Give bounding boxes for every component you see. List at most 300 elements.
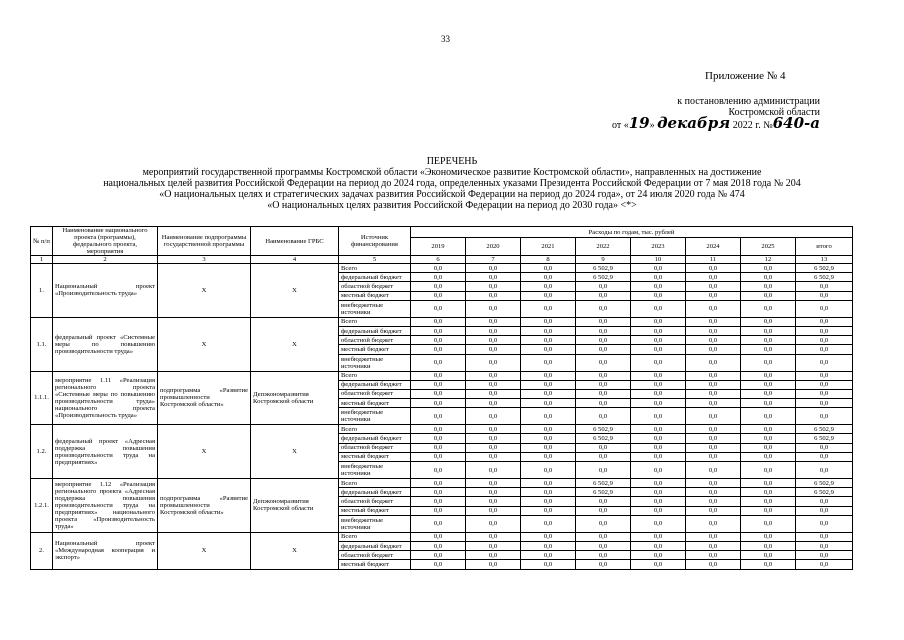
year-value: 0,0 bbox=[741, 560, 796, 569]
header-year: 2020 bbox=[466, 238, 521, 256]
year-value: 0,0 bbox=[576, 300, 631, 317]
year-value: 0,0 bbox=[631, 371, 686, 380]
year-value: 0,0 bbox=[686, 345, 741, 354]
year-value: 0,0 bbox=[631, 515, 686, 532]
year-value: 0,0 bbox=[521, 479, 576, 488]
year-value: 0,0 bbox=[686, 336, 741, 345]
year-value: 0,0 bbox=[411, 354, 466, 371]
header-expenses: Расходы по годам, тыс. рублей bbox=[411, 227, 853, 238]
date-prefix: от « bbox=[611, 120, 629, 131]
year-value: 0,0 bbox=[741, 434, 796, 443]
funding-source: местный бюджет bbox=[339, 345, 411, 354]
year-value: 0,0 bbox=[686, 389, 741, 398]
year-value: 0,0 bbox=[411, 497, 466, 506]
total-value: 0,0 bbox=[796, 541, 853, 550]
funding-source: федеральный бюджет bbox=[339, 488, 411, 497]
year-value: 0,0 bbox=[466, 399, 521, 408]
year-value: 0,0 bbox=[411, 264, 466, 273]
table-row bbox=[31, 264, 853, 273]
year-value: 0,0 bbox=[576, 317, 631, 326]
year-value: 0,0 bbox=[576, 291, 631, 300]
year-value: 0,0 bbox=[741, 389, 796, 398]
year-value: 0,0 bbox=[411, 399, 466, 408]
year-value: 0,0 bbox=[741, 264, 796, 273]
page-number: 33 bbox=[441, 34, 450, 44]
document-title bbox=[60, 156, 844, 211]
year-value: 0,0 bbox=[741, 399, 796, 408]
year-value: 0,0 bbox=[411, 389, 466, 398]
funding-source: местный бюджет bbox=[339, 506, 411, 515]
year-value: 0,0 bbox=[411, 336, 466, 345]
row-number: 2. bbox=[31, 532, 53, 569]
year-value: 0,0 bbox=[741, 300, 796, 317]
funding-source: внебюджетные источники bbox=[339, 408, 411, 425]
year-value: 0,0 bbox=[741, 371, 796, 380]
funding-source: Всего bbox=[339, 264, 411, 273]
year-value: 0,0 bbox=[466, 479, 521, 488]
year-value: 0,0 bbox=[576, 336, 631, 345]
header-year: 2021 bbox=[521, 238, 576, 256]
year-value: 0,0 bbox=[576, 371, 631, 380]
year-value: 0,0 bbox=[521, 380, 576, 389]
funding-source: внебюджетные источники bbox=[339, 462, 411, 479]
total-value: 6 502,9 bbox=[796, 425, 853, 434]
year-value: 0,0 bbox=[521, 462, 576, 479]
year-value: 0,0 bbox=[631, 551, 686, 560]
year-value: 0,0 bbox=[521, 354, 576, 371]
year-value: 0,0 bbox=[631, 506, 686, 515]
year-value: 0,0 bbox=[631, 497, 686, 506]
year-value: 0,0 bbox=[631, 389, 686, 398]
year-value: 0,0 bbox=[466, 497, 521, 506]
year-value: 0,0 bbox=[576, 532, 631, 541]
year-value: 0,0 bbox=[466, 452, 521, 461]
year-value: 0,0 bbox=[466, 291, 521, 300]
total-value: 0,0 bbox=[796, 497, 853, 506]
year-value: 0,0 bbox=[686, 560, 741, 569]
year-value: 0,0 bbox=[741, 282, 796, 291]
year-value: 0,0 bbox=[686, 443, 741, 452]
total-value: 6 502,9 bbox=[796, 264, 853, 273]
year-value: 0,0 bbox=[466, 506, 521, 515]
year-value: 0,0 bbox=[741, 452, 796, 461]
year-value: 0,0 bbox=[686, 497, 741, 506]
year-value: 0,0 bbox=[631, 425, 686, 434]
year-value: 0,0 bbox=[521, 497, 576, 506]
title-heading: ПЕРЕЧЕНЬ bbox=[426, 156, 478, 167]
resolution-line-2: Костромской области bbox=[728, 107, 820, 118]
header-no: № п/п bbox=[31, 227, 53, 256]
year-value: 0,0 bbox=[631, 282, 686, 291]
year-value: 0,0 bbox=[631, 326, 686, 335]
year-value: 0,0 bbox=[411, 560, 466, 569]
year-value: 0,0 bbox=[411, 282, 466, 291]
year-value: 0,0 bbox=[466, 389, 521, 398]
funding-source: Всего bbox=[339, 371, 411, 380]
column-number: 6 bbox=[411, 256, 466, 264]
total-value: 0,0 bbox=[796, 506, 853, 515]
year-value: 0,0 bbox=[576, 345, 631, 354]
column-number: 3 bbox=[158, 256, 251, 264]
year-value: 0,0 bbox=[576, 452, 631, 461]
year-value: 0,0 bbox=[631, 408, 686, 425]
year-value: 0,0 bbox=[411, 532, 466, 541]
year-value: 0,0 bbox=[521, 326, 576, 335]
funding-source: федеральный бюджет bbox=[339, 380, 411, 389]
year-value: 0,0 bbox=[741, 532, 796, 541]
year-value: 0,0 bbox=[631, 273, 686, 282]
year-value: 0,0 bbox=[576, 408, 631, 425]
year-value: 0,0 bbox=[686, 425, 741, 434]
year-value: 0,0 bbox=[411, 380, 466, 389]
column-number: 10 bbox=[631, 256, 686, 264]
year-value: 0,0 bbox=[741, 479, 796, 488]
year-value: 0,0 bbox=[411, 371, 466, 380]
header-year: 2022 bbox=[576, 238, 631, 256]
year-value: 0,0 bbox=[576, 282, 631, 291]
funding-source: областной бюджет bbox=[339, 282, 411, 291]
total-value: 0,0 bbox=[796, 345, 853, 354]
year-value: 0,0 bbox=[741, 497, 796, 506]
funding-source: местный бюджет bbox=[339, 399, 411, 408]
header-year: 2024 bbox=[686, 238, 741, 256]
year-value: 0,0 bbox=[631, 488, 686, 497]
year-value: 0,0 bbox=[411, 488, 466, 497]
column-number: 2 bbox=[53, 256, 158, 264]
year-value: 6 502,9 bbox=[576, 273, 631, 282]
year-value: 0,0 bbox=[521, 273, 576, 282]
year-value: 0,0 bbox=[741, 541, 796, 550]
year-value: 6 502,9 bbox=[576, 479, 631, 488]
year-value: 0,0 bbox=[631, 452, 686, 461]
year-value: 0,0 bbox=[741, 291, 796, 300]
subprogram-name: Х bbox=[158, 532, 251, 569]
subprogram-name: подпрограмма «Развитие промышленности Костромской области» bbox=[158, 371, 251, 425]
year-value: 0,0 bbox=[466, 551, 521, 560]
row-number: 1. bbox=[31, 264, 53, 318]
year-value: 0,0 bbox=[576, 551, 631, 560]
total-value: 0,0 bbox=[796, 317, 853, 326]
year-value: 0,0 bbox=[686, 452, 741, 461]
column-number: 7 bbox=[466, 256, 521, 264]
header-project: Наименование национального проекта (программы), федерального проекта, мероприятия bbox=[53, 227, 158, 256]
year-value: 0,0 bbox=[576, 399, 631, 408]
year-value: 0,0 bbox=[521, 506, 576, 515]
total-value: 0,0 bbox=[796, 408, 853, 425]
year-value: 0,0 bbox=[466, 336, 521, 345]
year-value: 0,0 bbox=[521, 336, 576, 345]
year-value: 0,0 bbox=[686, 317, 741, 326]
year-value: 0,0 bbox=[686, 300, 741, 317]
year-value: 0,0 bbox=[521, 532, 576, 541]
year-value: 0,0 bbox=[686, 264, 741, 273]
total-value: 0,0 bbox=[796, 336, 853, 345]
year-value: 0,0 bbox=[521, 452, 576, 461]
year-value: 0,0 bbox=[466, 300, 521, 317]
project-name: федеральный проект «Системные меры по повышению производительности труда» bbox=[53, 317, 158, 371]
year-value: 0,0 bbox=[466, 408, 521, 425]
project-name: Национальный проект «Международная кооперация и экспорт» bbox=[53, 532, 158, 569]
year-value: 0,0 bbox=[631, 317, 686, 326]
column-number: 1 bbox=[31, 256, 53, 264]
expenses-table bbox=[30, 226, 853, 570]
handwritten-month: декабря bbox=[657, 114, 731, 132]
year-value: 0,0 bbox=[521, 300, 576, 317]
year-value: 0,0 bbox=[466, 326, 521, 335]
year-value: 0,0 bbox=[741, 354, 796, 371]
funding-source: внебюджетные источники bbox=[339, 354, 411, 371]
year-value: 0,0 bbox=[576, 515, 631, 532]
year-value: 0,0 bbox=[411, 443, 466, 452]
year-value: 0,0 bbox=[411, 408, 466, 425]
total-value: 0,0 bbox=[796, 452, 853, 461]
table-row bbox=[31, 479, 853, 488]
project-name: федеральный проект «Адресная поддержка повышения производительности труда на предприятиях» bbox=[53, 425, 158, 479]
total-value: 0,0 bbox=[796, 560, 853, 569]
year-value: 0,0 bbox=[686, 408, 741, 425]
year-value: 0,0 bbox=[741, 326, 796, 335]
funding-source: Всего bbox=[339, 532, 411, 541]
total-value: 0,0 bbox=[796, 551, 853, 560]
header-year: 2025 bbox=[741, 238, 796, 256]
header-year: 2023 bbox=[631, 238, 686, 256]
year-value: 0,0 bbox=[521, 317, 576, 326]
resolution-date-line bbox=[600, 114, 820, 132]
column-number: 12 bbox=[741, 256, 796, 264]
year-value: 0,0 bbox=[686, 273, 741, 282]
year-value: 0,0 bbox=[521, 371, 576, 380]
year-value: 0,0 bbox=[631, 541, 686, 550]
funding-source: областной бюджет bbox=[339, 497, 411, 506]
year-value: 0,0 bbox=[521, 264, 576, 273]
year-value: 0,0 bbox=[631, 560, 686, 569]
total-value: 0,0 bbox=[796, 291, 853, 300]
year-value: 6 502,9 bbox=[576, 488, 631, 497]
year-value: 0,0 bbox=[521, 551, 576, 560]
handwritten-day: 19 bbox=[628, 114, 650, 132]
grbs-name: Депэкономразвития Костромской области bbox=[251, 479, 339, 533]
year-value: 0,0 bbox=[466, 264, 521, 273]
year-value: 0,0 bbox=[576, 326, 631, 335]
year-value: 0,0 bbox=[466, 354, 521, 371]
year-value: 0,0 bbox=[576, 560, 631, 569]
year-value: 0,0 bbox=[631, 291, 686, 300]
subprogram-name: Х bbox=[158, 264, 251, 318]
appendix-label: Приложение № 4 bbox=[705, 70, 786, 82]
total-value: 0,0 bbox=[796, 300, 853, 317]
funding-source: федеральный бюджет bbox=[339, 434, 411, 443]
year-value: 0,0 bbox=[411, 506, 466, 515]
year-value: 0,0 bbox=[466, 273, 521, 282]
title-line-2: национальных целей развития Российской Федерации на период до 2024 года, определенных указами Президента Российской Федерации от 7 мая 2018 года № 204 bbox=[103, 178, 801, 189]
year-value: 0,0 bbox=[521, 282, 576, 291]
funding-source: Всего bbox=[339, 317, 411, 326]
year-value: 0,0 bbox=[631, 264, 686, 273]
grbs-name: Х bbox=[251, 532, 339, 569]
year-value: 0,0 bbox=[411, 479, 466, 488]
year-value: 0,0 bbox=[466, 532, 521, 541]
year-value: 0,0 bbox=[411, 551, 466, 560]
row-number: 1.2. bbox=[31, 425, 53, 479]
year-value: 0,0 bbox=[686, 541, 741, 550]
year-value: 0,0 bbox=[521, 560, 576, 569]
year-value: 0,0 bbox=[521, 408, 576, 425]
row-number: 1.1. bbox=[31, 317, 53, 371]
year-value: 0,0 bbox=[576, 389, 631, 398]
header-total: итого bbox=[796, 238, 853, 256]
year-value: 0,0 bbox=[686, 506, 741, 515]
subprogram-name: Х bbox=[158, 317, 251, 371]
total-value: 6 502,9 bbox=[796, 434, 853, 443]
year-value: 0,0 bbox=[411, 541, 466, 550]
total-value: 0,0 bbox=[796, 354, 853, 371]
year-value: 0,0 bbox=[411, 345, 466, 354]
year-value: 0,0 bbox=[741, 443, 796, 452]
year-value: 0,0 bbox=[741, 551, 796, 560]
year-value: 0,0 bbox=[631, 345, 686, 354]
funding-source: областной бюджет bbox=[339, 443, 411, 452]
date-mid-2: 2022 г. № bbox=[730, 120, 773, 131]
total-value: 0,0 bbox=[796, 371, 853, 380]
column-number: 5 bbox=[339, 256, 411, 264]
header-source: Источник финансирования bbox=[339, 227, 411, 256]
year-value: 0,0 bbox=[466, 434, 521, 443]
year-value: 6 502,9 bbox=[576, 434, 631, 443]
funding-source: внебюджетные источники bbox=[339, 300, 411, 317]
year-value: 0,0 bbox=[741, 488, 796, 497]
year-value: 0,0 bbox=[741, 273, 796, 282]
year-value: 0,0 bbox=[686, 354, 741, 371]
year-value: 0,0 bbox=[466, 425, 521, 434]
year-value: 0,0 bbox=[466, 515, 521, 532]
year-value: 0,0 bbox=[741, 506, 796, 515]
year-value: 0,0 bbox=[521, 515, 576, 532]
total-value: 0,0 bbox=[796, 380, 853, 389]
total-value: 6 502,9 bbox=[796, 273, 853, 282]
funding-source: федеральный бюджет bbox=[339, 541, 411, 550]
project-name: Национальный проект «Производительность труда» bbox=[53, 264, 158, 318]
total-value: 6 502,9 bbox=[796, 479, 853, 488]
year-value: 0,0 bbox=[631, 300, 686, 317]
year-value: 0,0 bbox=[576, 462, 631, 479]
year-value: 0,0 bbox=[521, 434, 576, 443]
year-value: 0,0 bbox=[521, 399, 576, 408]
grbs-name: Депэкономразвития Костромской области bbox=[251, 371, 339, 425]
year-value: 0,0 bbox=[411, 300, 466, 317]
year-value: 0,0 bbox=[686, 399, 741, 408]
year-value: 0,0 bbox=[411, 452, 466, 461]
year-value: 0,0 bbox=[521, 541, 576, 550]
year-value: 0,0 bbox=[686, 551, 741, 560]
row-number: 1.1.1. bbox=[31, 371, 53, 425]
funding-source: федеральный бюджет bbox=[339, 273, 411, 282]
year-value: 0,0 bbox=[741, 425, 796, 434]
year-value: 0,0 bbox=[631, 399, 686, 408]
funding-source: Всего bbox=[339, 479, 411, 488]
year-value: 0,0 bbox=[631, 443, 686, 452]
grbs-name: Х bbox=[251, 317, 339, 371]
resolution-reference bbox=[600, 96, 820, 131]
funding-source: местный бюджет bbox=[339, 291, 411, 300]
total-value: 0,0 bbox=[796, 282, 853, 291]
row-number: 1.2.1. bbox=[31, 479, 53, 533]
year-value: 0,0 bbox=[411, 462, 466, 479]
column-number: 13 bbox=[796, 256, 853, 264]
year-value: 0,0 bbox=[466, 317, 521, 326]
year-value: 0,0 bbox=[411, 515, 466, 532]
year-value: 0,0 bbox=[466, 488, 521, 497]
year-value: 0,0 bbox=[686, 282, 741, 291]
table-row bbox=[31, 317, 853, 326]
funding-source: областной бюджет bbox=[339, 551, 411, 560]
year-value: 0,0 bbox=[411, 317, 466, 326]
year-value: 0,0 bbox=[411, 326, 466, 335]
year-value: 0,0 bbox=[631, 434, 686, 443]
year-value: 0,0 bbox=[576, 506, 631, 515]
year-value: 0,0 bbox=[741, 380, 796, 389]
year-value: 0,0 bbox=[631, 462, 686, 479]
funding-source: областной бюджет bbox=[339, 389, 411, 398]
year-value: 0,0 bbox=[411, 434, 466, 443]
year-value: 0,0 bbox=[521, 345, 576, 354]
title-line-4: «О национальных целях развития Российской Федерации на период до 2030 года» <*> bbox=[267, 200, 637, 211]
year-value: 0,0 bbox=[631, 354, 686, 371]
year-value: 0,0 bbox=[686, 291, 741, 300]
year-value: 0,0 bbox=[466, 282, 521, 291]
column-number: 11 bbox=[686, 256, 741, 264]
title-line-3: «О национальных целях и стратегических задачах развития Российской Федерации на период до 2024 года», от 24 июля 2020 года № 474 bbox=[159, 189, 745, 200]
year-value: 0,0 bbox=[741, 336, 796, 345]
year-value: 6 502,9 bbox=[576, 264, 631, 273]
grbs-name: Х bbox=[251, 264, 339, 318]
year-value: 6 502,9 bbox=[576, 425, 631, 434]
header-subprogram: Наименование подпрограммы государственной программы bbox=[158, 227, 251, 256]
year-value: 0,0 bbox=[686, 462, 741, 479]
subprogram-name: Х bbox=[158, 425, 251, 479]
subprogram-name: подпрограмма «Развитие промышленности Костромской области» bbox=[158, 479, 251, 533]
year-value: 0,0 bbox=[521, 291, 576, 300]
year-value: 0,0 bbox=[466, 371, 521, 380]
total-value: 0,0 bbox=[796, 515, 853, 532]
year-value: 0,0 bbox=[686, 488, 741, 497]
year-value: 0,0 bbox=[741, 408, 796, 425]
year-value: 0,0 bbox=[631, 336, 686, 345]
header-grbs: Наименование ГРБС bbox=[251, 227, 339, 256]
year-value: 0,0 bbox=[576, 380, 631, 389]
funding-source: внебюджетные источники bbox=[339, 515, 411, 532]
year-value: 0,0 bbox=[741, 462, 796, 479]
year-value: 0,0 bbox=[686, 326, 741, 335]
year-value: 0,0 bbox=[411, 291, 466, 300]
year-value: 0,0 bbox=[686, 532, 741, 541]
year-value: 0,0 bbox=[466, 462, 521, 479]
year-value: 0,0 bbox=[631, 479, 686, 488]
table-row bbox=[31, 532, 853, 541]
year-value: 0,0 bbox=[686, 434, 741, 443]
year-value: 0,0 bbox=[741, 345, 796, 354]
year-value: 0,0 bbox=[631, 380, 686, 389]
year-value: 0,0 bbox=[741, 317, 796, 326]
title-line-1: мероприятий государственной программы Костромской области «Экономическое развитие Костромской области», направленных на достижение bbox=[142, 167, 762, 178]
total-value: 0,0 bbox=[796, 399, 853, 408]
total-value: 0,0 bbox=[796, 532, 853, 541]
year-value: 0,0 bbox=[521, 488, 576, 497]
year-value: 0,0 bbox=[631, 532, 686, 541]
total-value: 0,0 bbox=[796, 389, 853, 398]
year-value: 0,0 bbox=[576, 354, 631, 371]
header-year: 2019 bbox=[411, 238, 466, 256]
funding-source: Всего bbox=[339, 425, 411, 434]
